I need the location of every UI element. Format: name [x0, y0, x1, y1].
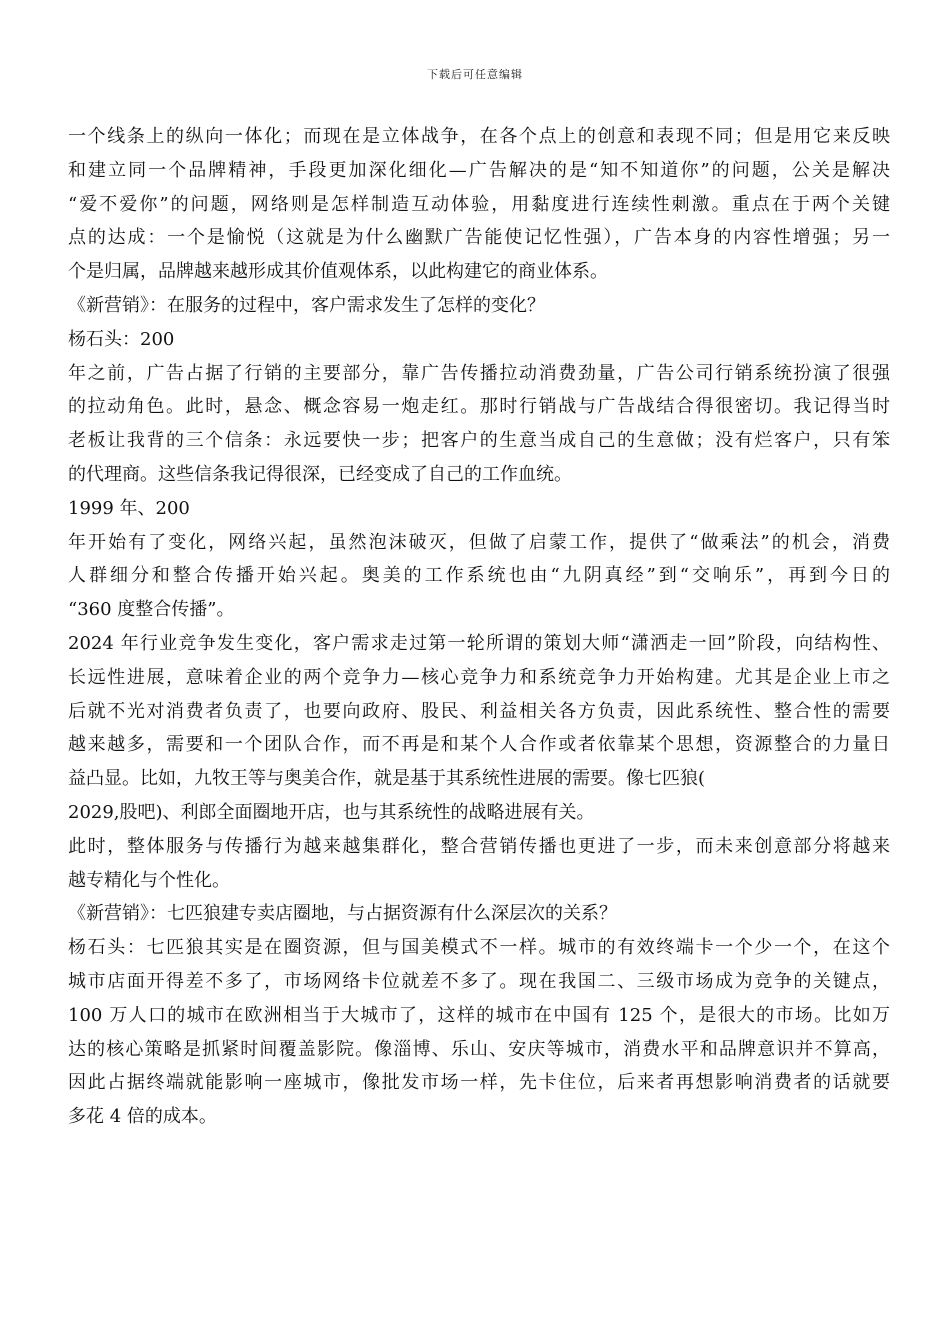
- page-header-note: 下载后可任意编辑: [427, 68, 523, 81]
- text-line: 人群细分和整合传播开始兴起。奥美的工作系统也由“九阴真经”到“交响乐”，再到今日的: [68, 565, 890, 587]
- text-line: 老板让我背的三个信条：永远要快一步；把客户的生意当成自己的生意做；没有烂客户，只有笨: [68, 430, 890, 452]
- text-line: 2029,股吧)、利郎全面圈地开店，也与其系统性的战略进展有关。: [68, 801, 595, 823]
- text-line: 年之前，广告占据了行销的主要部分，靠广告传播拉动消费劲量，广告公司行销系统扮演了很强: [68, 362, 890, 384]
- text-line: 个是归属，品牌越来越形成其价值观体系，以此构建它的商业体系。: [68, 261, 608, 283]
- text-line: 城市店面开得差不多了，市场网络卡位就差不多了。现在我国二、三级市场成为竞争的关键点，: [68, 970, 890, 992]
- text-line: 1999 年、200: [68, 497, 190, 519]
- text-line: 长远性进展，意味着企业的两个竞争力—核心竞争力和系统竞争力开始构建。尤其是企业上市之: [68, 666, 890, 688]
- text-line: 《新营销》：在服务的过程中，客户需求发生了怎样的变化？: [68, 294, 545, 316]
- text-line: 越来越多，需要和一个团队合作，而不再是和某个人合作或者依靠某个思想，资源整合的力量日: [68, 734, 890, 756]
- text-line: 多花 4 倍的成本。: [68, 1106, 217, 1128]
- text-line: 的拉动角色。此时，悬念、概念容易一炮走红。那时行销战与广告战结合得很密切。我记得当时: [68, 396, 890, 418]
- text-line: 此时，整体服务与传播行为越来越集群化，整合营销传播也更进了一步，而未来创意部分将越来: [68, 835, 890, 857]
- text-line: 杨石头：七匹狼其实是在圈资源，但与国美模式不一样。城市的有效终端卡一个少一个，在这个: [68, 937, 890, 959]
- text-line: 2024 年行业竞争发生变化，客户需求走过第一轮所谓的策划大师“潇洒走一回”阶段，向结构性、: [68, 632, 890, 654]
- text-line: 年开始有了变化，网络兴起，虽然泡沫破灭，但做了启蒙工作，提供了“做乘法”的机会，消费: [68, 531, 890, 553]
- text-line: 杨石头：200: [68, 328, 175, 350]
- text-line: 点的达成：一个是愉悦（这就是为什么幽默广告能使记忆性强），广告本身的内容性增强；另一: [68, 227, 890, 249]
- text-line: 达的核心策略是抓紧时间覆盖影院。像淄博、乐山、安庆等城市，消费水平和品牌意识并不算高，: [68, 1038, 890, 1060]
- text-line: 的代理商。这些信条我记得很深，已经变成了自己的工作血统。: [68, 463, 572, 485]
- text-line: 益凸显。比如，九牧王等与奥美合作，就是基于其系统性进展的需要。像七匹狼(: [68, 768, 706, 790]
- text-line: 100 万人口的城市在欧洲相当于大城市了，这样的城市在中国有 125 个，是很大的市场。比如万: [68, 1004, 890, 1026]
- text-line: 和建立同一个品牌精神，手段更加深化细化—广告解决的是“知不知道你”的问题，公关是解决: [68, 159, 890, 181]
- text-line: 越专精化与个性化。: [68, 869, 230, 891]
- text-line: 因此占据终端就能影响一座城市，像批发市场一样，先卡住位，后来者再想影响消费者的话就要: [68, 1072, 890, 1094]
- text-line: 后就不光对消费者负责了，也要向政府、股民、利益相关各方负责，因此系统性、整合性的需要: [68, 700, 890, 722]
- text-line: “爱不爱你”的问题，网络则是怎样制造互动体验，用黏度进行连续性刺激。重点在于两个关键: [68, 193, 890, 215]
- text-line: 《新营销》：七匹狼建专卖店圈地，与占据资源有什么深层次的关系？: [68, 903, 617, 925]
- text-line: 一个线条上的纵向一体化；而现在是立体战争，在各个点上的创意和表现不同；但是用它来反映: [68, 126, 890, 147]
- document-body: [68, 120, 890, 1134]
- text-line: “360 度整合传播”。: [68, 599, 235, 621]
